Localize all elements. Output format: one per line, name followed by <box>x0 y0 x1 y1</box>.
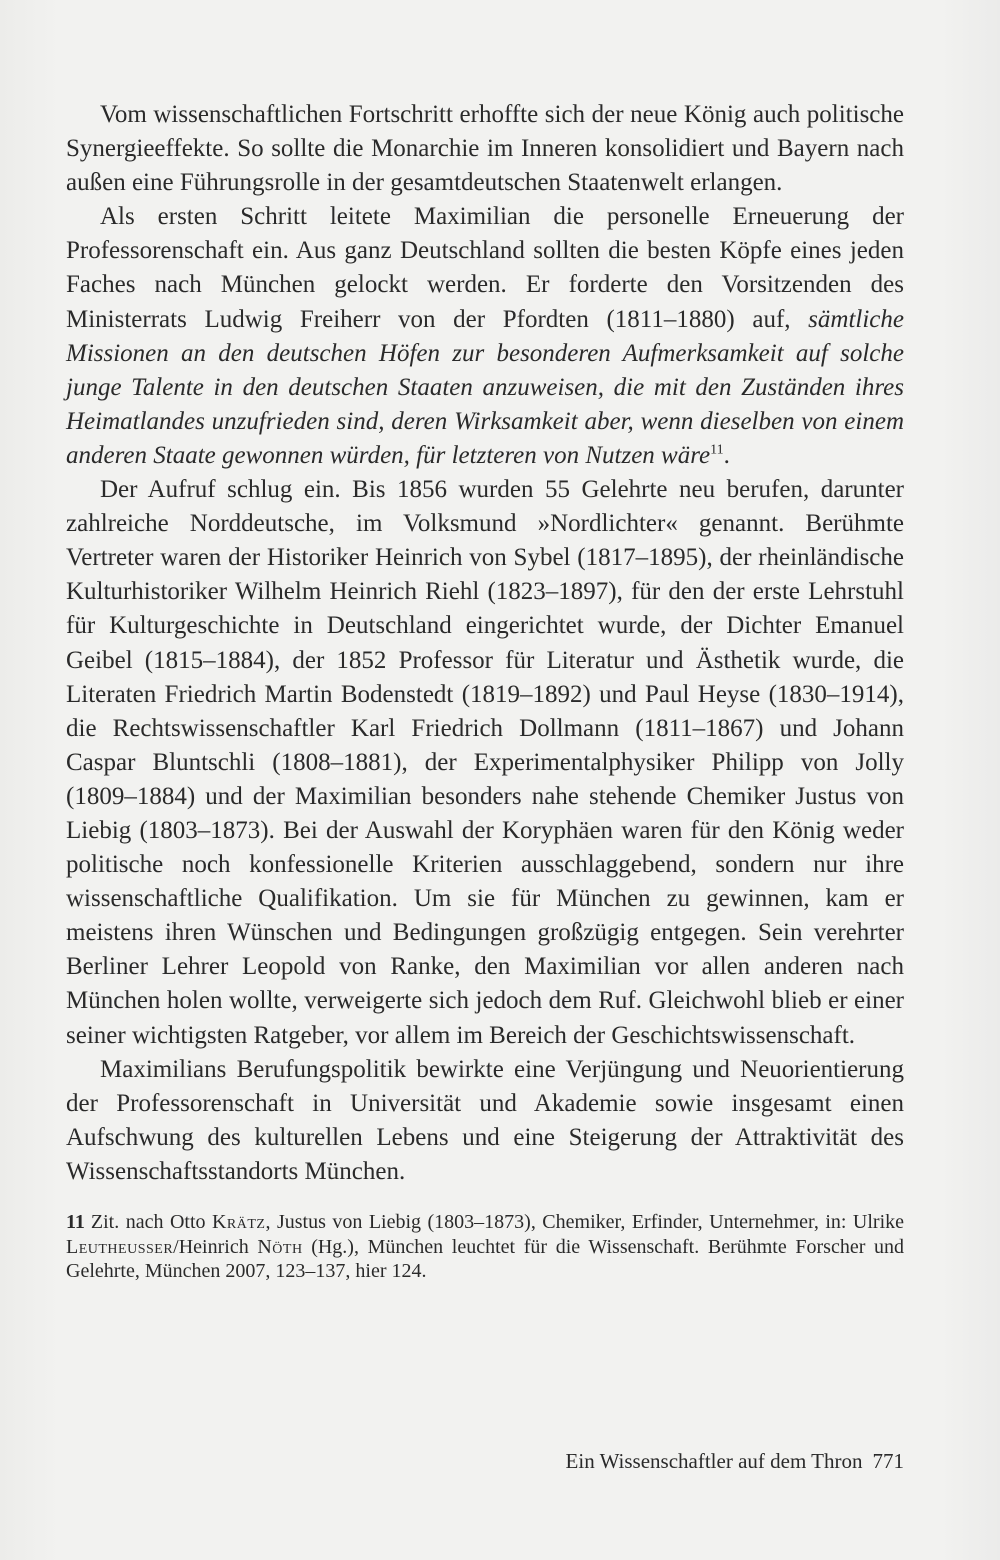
footnote <box>66 1210 904 1284</box>
running-footer <box>566 1449 904 1474</box>
paragraph-4: Maximilians Berufungspolitik bewirkte eine Verjüngung und Neuorientierung der Professorenschaft in Universität und Akademie sowie insgesamt einen Aufschwung des kulturellen Lebens und eine Steigerung der Attraktivität des Wissenschaftsstandorts München. <box>66 1055 904 1185</box>
running-title: Ein Wissenschaftler auf dem Thron <box>565 1449 863 1473</box>
footnote-author-3: Nöth <box>257 1235 303 1258</box>
page-number: 771 <box>872 1449 904 1473</box>
footnote-text-3: /Heinrich <box>173 1235 258 1258</box>
quotation-italic: sämtliche Missionen an den deutschen Höfen zur besonderen Aufmerksamkeit auf solche junge Talente in den deutschen Staaten anzuweisen, die mit den Zuständen ihres Heimatlandes unzufrieden sind, deren Wirksamkeit aber, wenn dieselben von einem anderen Staate gewonnen würden, für letzteren von Nutzen wäre <box>66 305 904 469</box>
paragraph-3: Der Aufruf schlug ein. Bis 1856 wurden 55 Gelehrte neu berufen, darunter zahlreiche Norddeutsche, im Volksmund »Nordlichter« genannt. Berühmte Vertreter waren der Historiker Heinrich von Sybel (1817–1895), der rheinländische Kulturhistoriker Wilhelm Heinrich Riehl (1823–1897), für den der erste Lehrstuhl für Kulturgeschichte in Deutschland eingerichtet wurde, der Dichter Emanuel Geibel (1815–1884), der 1852 Professor für Literatur und Ästhetik wurde, die Literaten Friedrich Martin Bodenstedt (1819–1892) und Paul Heyse (1830–1914), die Rechtswissenschaftler Karl Friedrich Dollmann (1811–1867) und Johann Caspar Bluntschli (1808–1881), der Experimentalphysiker Philipp von Jolly (1809–1884) und der Maximilian besonders nahe stehende Chemiker Justus von Liebig (1803–1873). Bei der Auswahl der Koryphäen waren für den König weder politische noch konfessionelle Kriterien ausschlaggebend, sondern nur ihre wissenschaftliche Qualifikation. Um sie für München zu gewinnen, kam er meistens ihren Wünschen und Bedingungen großzügig entgegen. Sein verehrter Berliner Lehrer Leopold von Ranke, den Maximilian vor allen anderen nach München holen wollte, verweigerte sich jedoch dem Ruf. Gleichwohl blieb er einer seiner wichtigsten Ratgeber, vor allem im Bereich der Geschichtswissenschaft. <box>66 476 904 1049</box>
paragraph-2-lead: Als ersten Schritt leitete Maximilian die personelle Erneuerung der Professorenschaft ein. Aus ganz Deutschland sollten die besten Köpfe eines jeden Faches nach München gelockt werden. Er forderte den Vorsitzenden des Ministerrats Ludwig Freiherr von der Pfordten (1811–1880) auf, <box>66 203 904 333</box>
footnote-number: 11 <box>66 1211 85 1233</box>
footnote-text-2: , Justus von Liebig (1803–1873), Chemiker, Erfinder, Unternehmer, in: Ulrike <box>265 1211 905 1233</box>
paragraph-1: Vom wissenschaftlichen Fortschritt erhoffte sich der neue König auch politische Synergieeffekte. So sollte die Monarchie im Inneren konsolidiert und Bayern nach außen eine Führungsrolle in der gesamtdeutschen Staatenwelt erlangen. <box>66 101 904 197</box>
body-text <box>66 98 904 1189</box>
footnote-text-4: (Hg.), München leuchtet für die Wissenschaft. Berühmte Forscher und Gelehrte, München 2007, 123–137, hier 124. <box>66 1235 904 1282</box>
paragraph-2-end: . <box>723 441 730 469</box>
footnote-author-1: Krätz <box>211 1211 266 1233</box>
footnote-reference[interactable]: 11 <box>710 442 724 458</box>
footnote-text-1: Zit. nach Otto <box>90 1211 212 1233</box>
footnote-author-2: Leutheusser <box>66 1235 174 1258</box>
paragraph-2 <box>66 200 904 473</box>
